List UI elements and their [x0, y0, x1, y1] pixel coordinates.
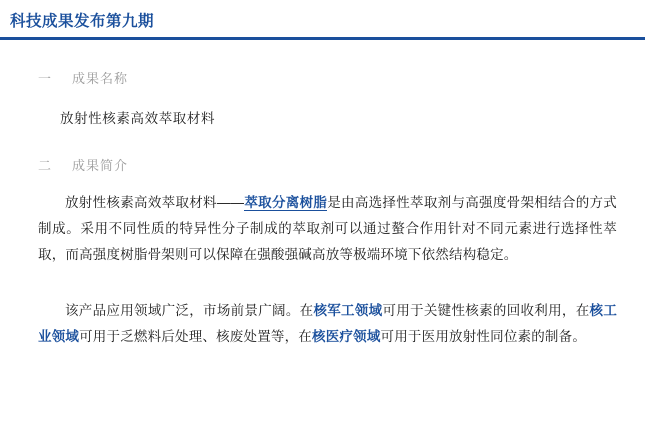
document-content — [0, 68, 645, 350]
keyword-extraction-resin: 萃取分离树脂 — [244, 195, 328, 210]
paragraph-intro-text-1: 放射性核素高效萃取材料—— — [65, 195, 245, 210]
section-heading-2 — [38, 155, 617, 174]
achievement-name: 放射性核素高效萃取材料 — [60, 111, 216, 126]
header-divider — [0, 37, 645, 40]
keyword-nuclear-medicine: 核医疗领域 — [312, 329, 381, 344]
section-label-2: 成果简介 — [72, 158, 129, 173]
paragraph-application-text-2: 可用于关键性核素的回收利用，在 — [382, 303, 590, 318]
section-heading-1 — [38, 68, 617, 87]
document-header — [0, 0, 645, 40]
paragraph-application-text-1: 该产品应用领域广泛，市场前景广阔。在 — [65, 303, 314, 318]
page-title: 科技成果发布第九期 — [10, 13, 155, 30]
paragraph-application-text-3: 可用于乏燃料后处理、核废处置等，在 — [79, 329, 313, 344]
paragraph-application-text-4: 可用于医用放射性同位素的制备。 — [380, 329, 587, 344]
keyword-nuclear-industry: 核工业领域 — [38, 303, 618, 344]
section-number-1: 一 — [38, 71, 53, 86]
section-number-2: 二 — [38, 158, 53, 173]
section-label-1: 成果名称 — [72, 71, 129, 86]
paragraph-intro — [38, 190, 617, 268]
paragraph-application — [38, 298, 617, 350]
paragraph-intro-text-2: 是由高选择性萃取剂与高强度骨架相结合的方式制成。采用不同性质的特异性分子制成的萃取剂可以通过螯合作用针对不同元素进行选择性萃取，而高强度树脂骨架则可以保障在强酸强碱高放等极端环境下依然结构稳定。 — [38, 195, 617, 262]
keyword-military-nuclear: 核军工领域 — [313, 303, 383, 318]
